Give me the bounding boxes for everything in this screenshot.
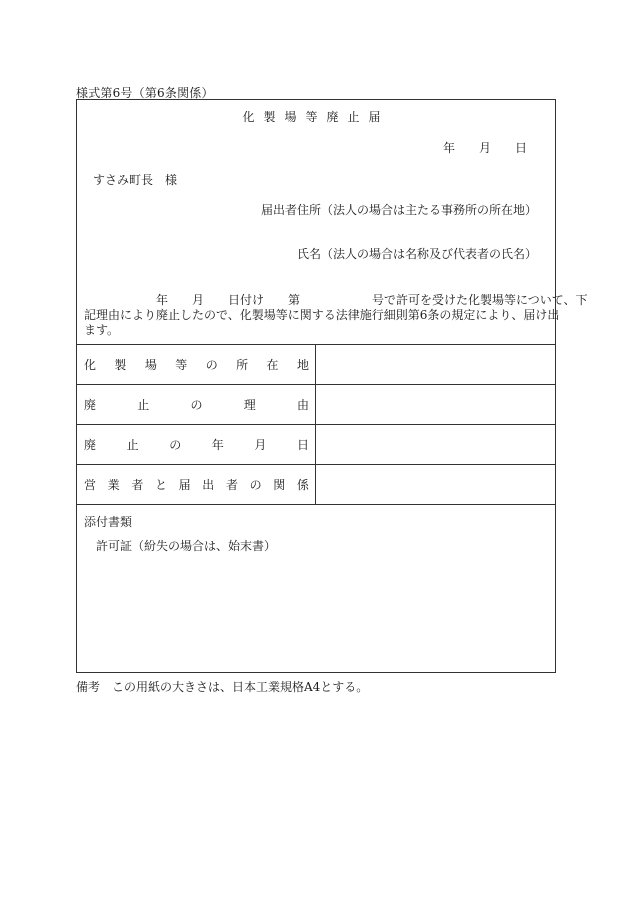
row-label-date (77, 425, 316, 464)
table-row (77, 465, 555, 505)
attachments-label: 添付書類 (84, 515, 133, 529)
addressee: すさみ町長 様 (93, 173, 178, 187)
label-char: 届 (178, 478, 191, 492)
label-char: と (154, 478, 167, 492)
label-char: 年 (211, 438, 224, 452)
table-row (77, 385, 555, 425)
row-label-reason (77, 385, 316, 424)
label-char: 場 (144, 358, 157, 372)
body-line: ます。 (84, 323, 120, 337)
row-label-relationship (77, 465, 316, 504)
details-table (77, 344, 555, 505)
label-char: 止 (137, 398, 150, 412)
label-char: 出 (202, 478, 215, 492)
label-char: 由 (296, 398, 309, 412)
applicant-name-label: 氏名（法人の場合は名称及び代表者の氏名） (296, 247, 537, 261)
label-char: 製 (114, 358, 127, 372)
label-char: 廃 (84, 398, 97, 412)
body-text (84, 293, 588, 338)
label-char: 者 (131, 478, 144, 492)
form-id: 様式第6号（第6条関係） (76, 86, 214, 100)
label-char: の (169, 438, 182, 452)
label-char: の (205, 358, 218, 372)
label-char: 営 (84, 478, 97, 492)
attachment-item: 許可証（紛失の場合は、始末書） (96, 539, 277, 553)
table-row (77, 345, 555, 385)
row-label-location (77, 345, 316, 384)
label-char: 地 (296, 358, 309, 372)
table-row (77, 425, 555, 465)
label-char: 関 (273, 478, 286, 492)
body-line: 記理由により廃止したので、化製場等に関する法律施行細則第6条の規定により、届け出 (84, 308, 560, 322)
label-char: 所 (236, 358, 249, 372)
label-char: 理 (243, 398, 256, 412)
label-char: 月 (254, 438, 267, 452)
label-char: 化 (84, 358, 97, 372)
row-value-date[interactable] (316, 425, 555, 464)
row-value-reason[interactable] (316, 385, 555, 424)
label-char: 等 (175, 358, 188, 372)
form-title: 化製場等廃止届 (242, 110, 390, 124)
row-value-location[interactable] (316, 345, 555, 384)
date-line: 年 月 日 (442, 141, 527, 155)
form-frame (76, 99, 588, 673)
label-char: の (190, 398, 203, 412)
label-char: 止 (126, 438, 139, 452)
label-char: 係 (296, 478, 309, 492)
label-char: 廃 (84, 438, 97, 452)
label-char: 在 (266, 358, 279, 372)
label-char: の (249, 478, 262, 492)
applicant-address-label: 届出者住所（法人の場合は主たる事務所の所在地） (260, 203, 537, 217)
label-char: 業 (107, 478, 120, 492)
label-char: 日 (296, 438, 309, 452)
note: 備考 この用紙の大きさは、日本工業規格A4とする。 (76, 680, 369, 694)
label-char: 者 (225, 478, 238, 492)
row-value-relationship[interactable] (316, 465, 555, 504)
body-line: 年 月 日付け 第 号で許可を受けた化製場等について、下 (84, 293, 588, 307)
